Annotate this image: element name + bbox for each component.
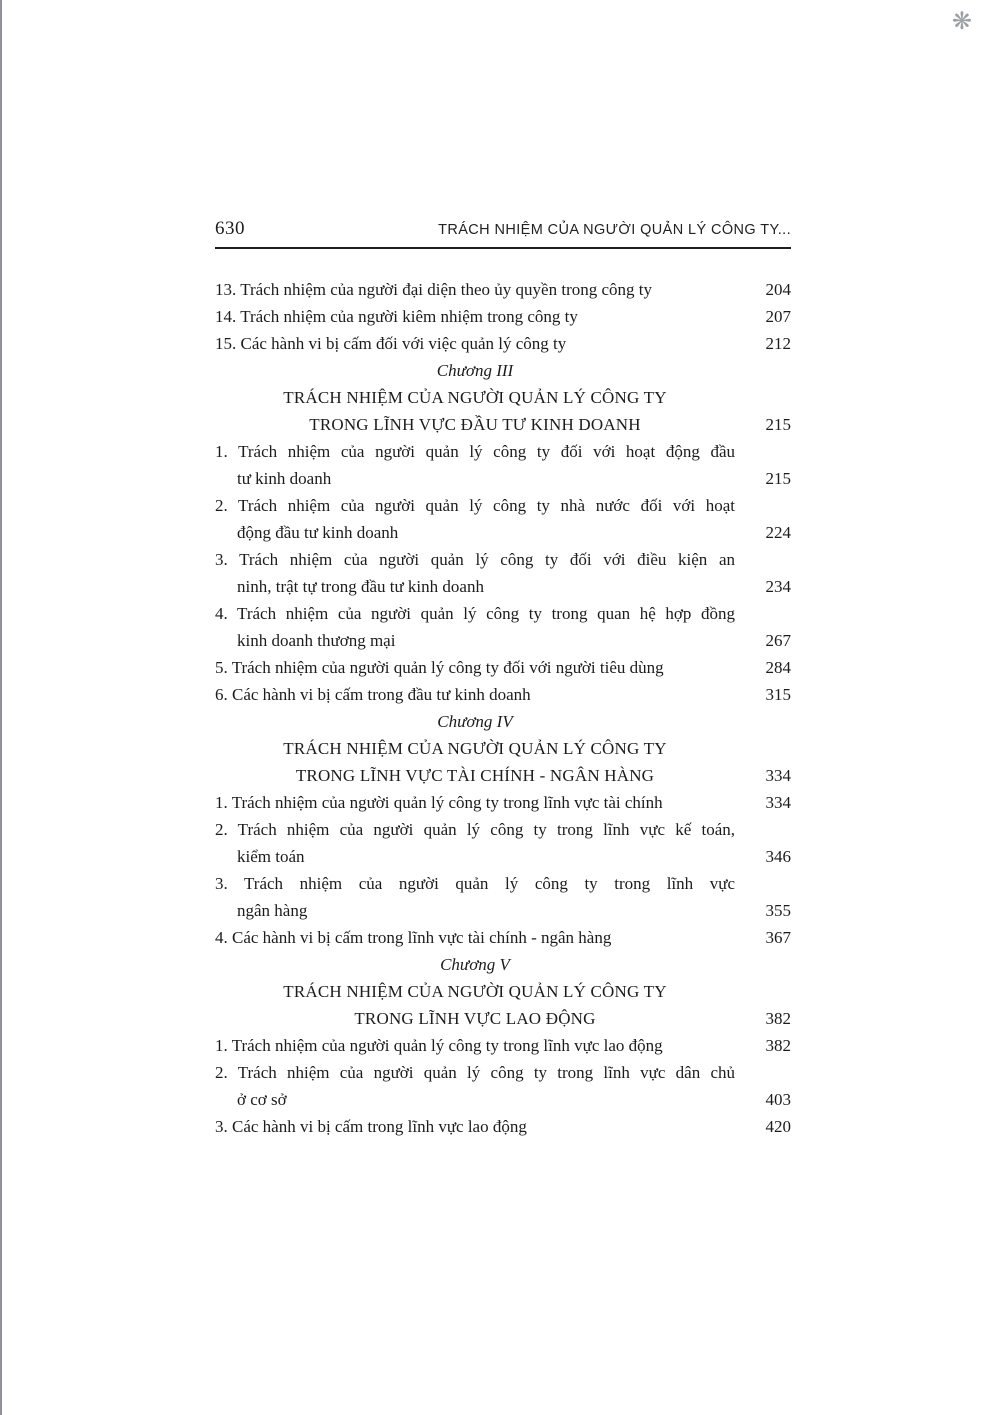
toc-entry-line: động đầu tư kinh doanh [237, 523, 399, 542]
toc-entry-page: 346 [765, 847, 791, 866]
header-running-title: TRÁCH NHIỆM CỦA NGƯỜI QUẢN LÝ CÔNG TY... [438, 222, 791, 238]
toc-entry-text [215, 816, 735, 870]
toc-entry-line: kinh doanh thương mại [237, 631, 396, 650]
scan-edge-artifact [0, 0, 2, 1415]
toc-entry [215, 330, 791, 357]
chapter-label: Chương III [436, 361, 514, 380]
chapter-heading [215, 951, 735, 1032]
toc-entry-line: 2. Trách nhiệm của người quản lý công ty nhà nước đối với hoạt [215, 496, 735, 515]
chapter-title-line: TRÁCH NHIỆM CỦA NGƯỜI QUẢN LÝ CÔNG TY [283, 388, 667, 407]
toc-entry [215, 1059, 791, 1113]
toc-entry-line: 3. Các hành vi bị cấm trong lĩnh vực lao động [215, 1117, 527, 1136]
toc-entry-page: 284 [765, 658, 791, 677]
toc-entry [215, 870, 791, 924]
chapter-page: 215 [765, 415, 791, 434]
toc-entry-line: ngân hàng [237, 901, 308, 920]
chapter-label: Chương IV [437, 712, 513, 731]
toc-entry-text [215, 303, 735, 330]
toc-entry-text [215, 681, 735, 708]
toc-entry-page: 215 [765, 469, 791, 488]
toc-entry-line: 15. Các hành vi bị cấm đối với việc quản lý công ty [215, 334, 567, 353]
toc-entry-line: 1. Trách nhiệm của người quản lý công ty đối với hoạt động đầu [215, 442, 735, 461]
toc-entry [215, 789, 791, 816]
toc-entry-line: 3. Trách nhiệm của người quản lý công ty đối với điều kiện an [215, 550, 735, 569]
toc-entry [215, 276, 791, 303]
page-content [215, 218, 791, 1140]
toc-entry [215, 816, 791, 870]
toc-entry-page: 420 [765, 1117, 791, 1136]
toc-entry-text [215, 330, 735, 357]
toc-entry [215, 546, 791, 600]
chapter-title-line: TRÁCH NHIỆM CỦA NGƯỜI QUẢN LÝ CÔNG TY [283, 982, 667, 1001]
chapter-page: 334 [765, 766, 791, 785]
toc-entry-line: 14. Trách nhiệm của người kiêm nhiệm trong công ty [215, 307, 578, 326]
chapter-title-line: TRONG LĨNH VỰC TÀI CHÍNH - NGÂN HÀNG [295, 766, 655, 785]
toc-entry [215, 438, 791, 492]
toc-entry-page: 382 [765, 1036, 791, 1055]
toc-entry-page: 224 [765, 523, 791, 542]
toc-entry-line: kiểm toán [237, 847, 305, 866]
toc-chapter [215, 708, 791, 789]
running-header [215, 218, 791, 249]
toc-entry-text [215, 1113, 735, 1140]
toc-entry-page: 334 [765, 793, 791, 812]
toc-entry-page: 367 [765, 928, 791, 947]
toc-entry [215, 492, 791, 546]
toc-entry [215, 1113, 791, 1140]
toc-entry-line: ninh, trật tự trong đầu tư kinh doanh [237, 577, 484, 596]
toc-entry-line: 3. Trách nhiệm của người quản lý công ty trong lĩnh vực [215, 874, 735, 893]
chapter-title-line: TRONG LĨNH VỰC ĐẦU TƯ KINH DOANH [309, 415, 641, 434]
toc-entry-page: 315 [765, 685, 791, 704]
toc-entry-line: 1. Trách nhiệm của người quản lý công ty trong lĩnh vực tài chính [215, 793, 663, 812]
toc-entry-page: 403 [765, 1090, 791, 1109]
chapter-heading [215, 708, 735, 789]
chapter-title-line: TRÁCH NHIỆM CỦA NGƯỜI QUẢN LÝ CÔNG TY [283, 739, 667, 758]
toc-entry-line: tư kinh doanh [237, 469, 332, 488]
flower-ornament-icon: ❋ [951, 9, 972, 35]
toc-entry-line: 1. Trách nhiệm của người quản lý công ty trong lĩnh vực lao động [215, 1036, 663, 1055]
toc-entry-text [215, 546, 735, 600]
toc-chapter [215, 951, 791, 1032]
toc-entry-page: 207 [765, 307, 791, 326]
chapter-label: Chương V [440, 955, 510, 974]
toc-entry-line: 6. Các hành vi bị cấm trong đầu tư kinh doanh [215, 685, 531, 704]
toc-entry [215, 654, 791, 681]
toc-entry-text [215, 600, 735, 654]
toc-entry-line: 13. Trách nhiệm của người đại diện theo ủy quyền trong công ty [215, 280, 652, 299]
toc-entry-line: ở cơ sở [237, 1090, 287, 1109]
toc-entry-text [215, 492, 735, 546]
toc-entry-page: 355 [765, 901, 791, 920]
toc-entry-line: 5. Trách nhiệm của người quản lý công ty đối với người tiêu dùng [215, 658, 664, 677]
chapter-page: 382 [765, 1009, 791, 1028]
toc-entry-page: 212 [765, 334, 791, 353]
toc-entry [215, 1032, 791, 1059]
toc-entry-text [215, 654, 735, 681]
toc-entry-text [215, 1059, 735, 1113]
toc-entry [215, 924, 791, 951]
chapter-title-line: TRONG LĨNH VỰC LAO ĐỘNG [354, 1009, 596, 1028]
toc-entry-line: 4. Trách nhiệm của người quản lý công ty trong quan hệ hợp đồng [215, 604, 735, 623]
toc-entry-text [215, 1032, 735, 1059]
toc-entry-text [215, 870, 735, 924]
toc-entry-line: 2. Trách nhiệm của người quản lý công ty trong lĩnh vực kế toán, [215, 820, 735, 839]
toc-chapter [215, 357, 791, 438]
toc-entry-text [215, 789, 735, 816]
toc-entry-line: 2. Trách nhiệm của người quản lý công ty trong lĩnh vực dân chủ [215, 1063, 735, 1082]
toc-entry [215, 681, 791, 708]
toc-entry-text [215, 276, 735, 303]
header-page-number: 630 [215, 218, 245, 239]
chapter-heading [215, 357, 735, 438]
toc-entry [215, 600, 791, 654]
toc-entry-text [215, 924, 735, 951]
toc-entry-page: 204 [765, 280, 791, 299]
toc-entry-line: 4. Các hành vi bị cấm trong lĩnh vực tài chính - ngân hàng [215, 928, 612, 947]
toc-entry-page: 267 [765, 631, 791, 650]
toc-list [215, 276, 791, 1140]
toc-entry [215, 303, 791, 330]
toc-entry-page: 234 [765, 577, 791, 596]
toc-entry-text [215, 438, 735, 492]
